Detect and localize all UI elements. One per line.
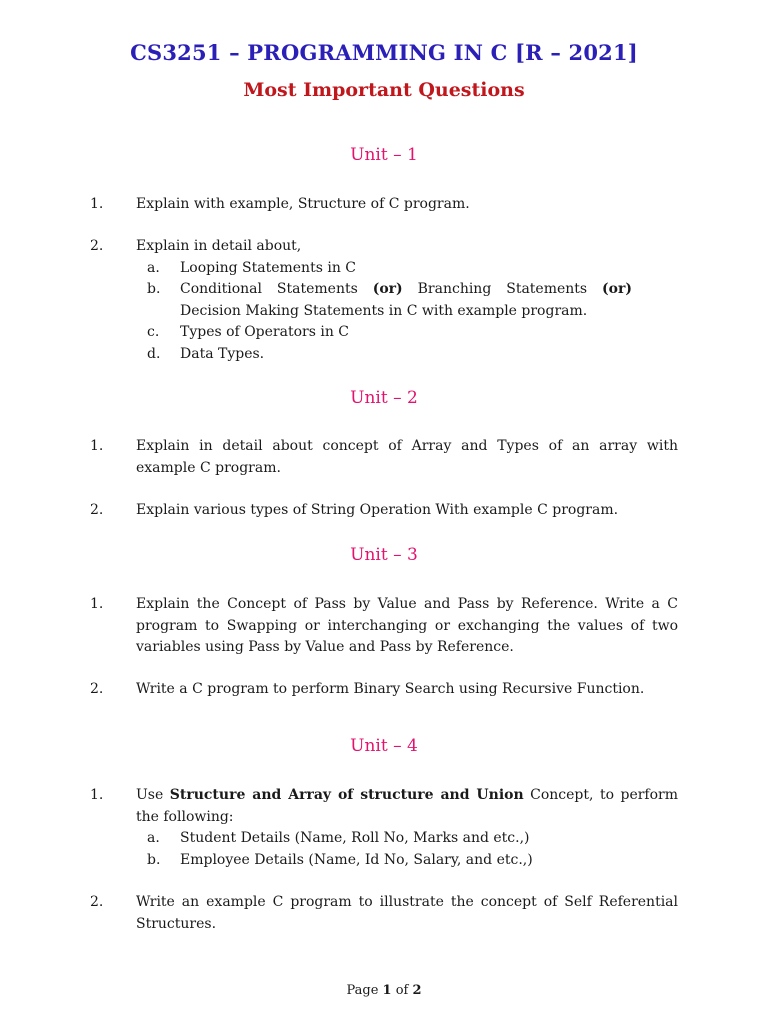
unit-3-question-1 xyxy=(90,594,678,659)
question-number: 2. xyxy=(90,238,104,254)
sub-item xyxy=(136,344,632,366)
unit-2-question-1 xyxy=(90,436,678,479)
unit-1-heading: Unit – 1 xyxy=(350,145,418,165)
unit-4-question-1 xyxy=(90,785,678,871)
sub-item xyxy=(136,828,632,850)
question-number: 1. xyxy=(90,787,104,803)
question-text: Explain in detail about, xyxy=(136,238,302,254)
bold-or: (or) xyxy=(372,281,403,297)
unit-1-question-2 xyxy=(90,236,678,365)
sub-item-letter: b. xyxy=(147,851,161,868)
sub-item-letter: b. xyxy=(147,281,161,297)
unit-2-heading: Unit – 2 xyxy=(350,388,418,408)
unit-1-question-1 xyxy=(90,194,678,216)
question-number: 1. xyxy=(90,438,104,454)
sub-item-text: Data Types. xyxy=(180,345,265,362)
unit-4-heading: Unit – 4 xyxy=(350,736,418,756)
bold-phrase: Structure and Array of structure and Union xyxy=(169,787,524,803)
unit-3-question-2 xyxy=(90,679,678,701)
sub-item-text: Types of Operators in C xyxy=(180,324,349,340)
sub-item xyxy=(136,258,632,280)
sub-item-letter: a. xyxy=(147,259,160,276)
sub-item xyxy=(136,850,632,872)
question-number: 2. xyxy=(90,894,104,910)
sub-item-text: Looping Statements in C xyxy=(180,259,356,276)
total-page-number: 2 xyxy=(412,983,422,998)
bold-or: (or) xyxy=(602,281,632,297)
question-text: Write a C program to perform Binary Search using Recursive Function. xyxy=(136,681,645,697)
question-number: 1. xyxy=(90,196,104,212)
question-text: Explain with example, Structure of C program. xyxy=(136,196,470,212)
unit-4-question-2 xyxy=(90,892,678,935)
sub-item-text: Student Details (Name, Roll No, Marks and etc.,) xyxy=(180,830,530,846)
question-text: Write an example C program to illustrate the concept of Self Referential Structures. xyxy=(136,894,678,932)
document-title: CS3251 – PROGRAMMING IN C [R – 2021] xyxy=(130,40,638,65)
sub-item-letter: d. xyxy=(147,345,161,362)
question-text: Use Structure and Array of structure and Union Concept, to perform the following: xyxy=(136,787,679,825)
question-text: Explain the Concept of Pass by Value and Pass by Reference. Write a C program to Swapping or interchanging or exchanging the values of two variables using Pass by Value and Pass by Reference. xyxy=(136,596,678,655)
question-number: 1. xyxy=(90,596,104,612)
unit-2-question-2 xyxy=(90,500,678,522)
document-subtitle: Most Important Questions xyxy=(243,79,525,101)
question-number: 2. xyxy=(90,502,104,518)
unit-3-heading: Unit – 3 xyxy=(350,545,418,565)
question-text: Explain in detail about concept of Array and Types of an array with example C program. xyxy=(136,438,678,476)
sub-item-letter: a. xyxy=(147,830,160,846)
sub-item xyxy=(136,279,632,322)
sub-item xyxy=(136,322,632,344)
sub-item-text: Conditional Statements (or) Branching Statements (or) Decision Making Statements in C with example program. xyxy=(180,281,632,319)
sub-item-letter: c. xyxy=(147,324,160,340)
page-footer: Page 1 of 2 xyxy=(346,983,422,998)
sub-item-text: Employee Details (Name, Id No, Salary, and etc.,) xyxy=(180,851,533,868)
question-text: Explain various types of String Operation With example C program. xyxy=(136,502,619,518)
current-page-number: 1 xyxy=(382,983,392,998)
question-number: 2. xyxy=(90,681,104,697)
